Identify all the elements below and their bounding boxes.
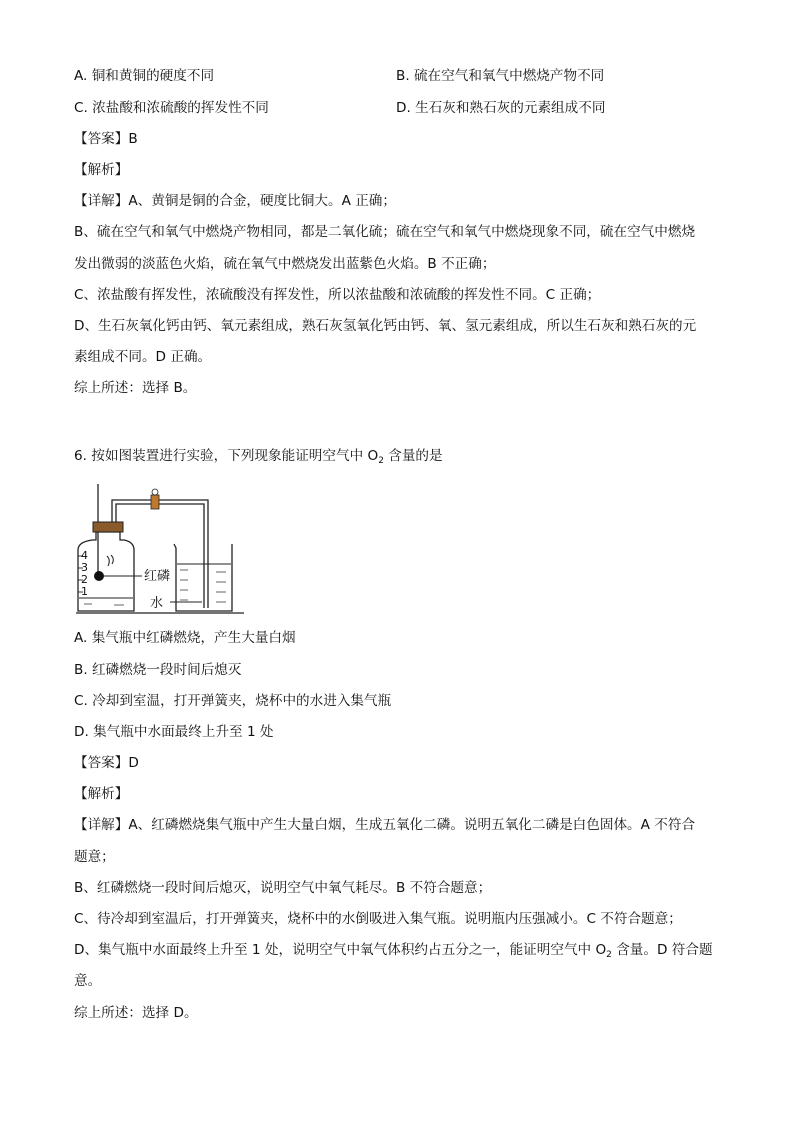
q6-stem-text: 6. 按如图装置进行实验，下列现象能证明空气中 O bbox=[74, 448, 379, 464]
q5-detail-line: 素组成不同。D 正确。 bbox=[74, 349, 212, 365]
q6-detail-line: 意。 bbox=[74, 973, 102, 989]
q6-detail-d-subscript: 2 bbox=[606, 950, 612, 960]
q6-stem-text-end: 含量的是 bbox=[383, 448, 443, 464]
q6-option-d: D. 集气瓶中水面最终上升至 1 处 bbox=[74, 724, 274, 740]
q6-stem bbox=[74, 446, 443, 466]
scale-label: 3 bbox=[81, 561, 88, 574]
q6-conclusion: 综上所述：选择 D。 bbox=[74, 1005, 198, 1021]
q5-answer: 【答案】B bbox=[74, 131, 138, 147]
q5-detail-line: C、浓盐酸有挥发性，浓硫酸没有挥发性，所以浓盐酸和浓硫酸的挥发性不同。C 正确； bbox=[74, 287, 601, 303]
red-phosphorus bbox=[94, 571, 104, 581]
stopper bbox=[93, 522, 123, 532]
connecting-tube-inner bbox=[116, 504, 204, 608]
q5-option-c: C. 浓盐酸和浓硫酸的挥发性不同 bbox=[74, 100, 269, 116]
q5-option-a: A. 铜和黄铜的硬度不同 bbox=[74, 68, 215, 84]
q6-detail-line: C、待冷却到室温后，打开弹簧夹，烧杯中的水倒吸进入集气瓶。说明瓶内压强减小。C 不符合题意； bbox=[74, 911, 682, 927]
q6-detail-line: 【详解】A、红磷燃烧集气瓶中产生大量白烟，生成五氧化二磷。说明五氧化二磷是白色固体。A 不符合 bbox=[74, 817, 696, 833]
q6-answer: 【答案】D bbox=[74, 755, 139, 771]
flame bbox=[107, 555, 113, 566]
scale-label: 1 bbox=[81, 585, 88, 598]
q6-analysis-label: 【解析】 bbox=[74, 786, 129, 802]
spring-clamp bbox=[151, 495, 159, 509]
q5-option-b: B. 硫在空气和氧气中燃烧产物不同 bbox=[396, 68, 605, 84]
scale-label: 2 bbox=[81, 573, 88, 586]
q6-detail-line-d bbox=[74, 940, 713, 960]
q6-option-c: C. 冷却到室温，打开弹簧夹，烧杯中的水进入集气瓶 bbox=[74, 693, 392, 709]
apparatus-figure bbox=[74, 480, 246, 616]
label-red-phosphorus: 红磷 bbox=[144, 569, 171, 584]
label-water: 水 bbox=[150, 596, 164, 611]
q6-option-a: A. 集气瓶中红磷燃烧，产生大量白烟 bbox=[74, 630, 296, 646]
q5-detail-line: 发出微弱的淡蓝色火焰，硫在氧气中燃烧发出蓝紫色火焰。B 不正确； bbox=[74, 256, 496, 272]
beaker bbox=[174, 544, 232, 611]
q6-detail-d-text-end: 含量。D 符合题 bbox=[611, 942, 713, 958]
q6-detail-line: B、红磷燃烧一段时间后熄灭，说明空气中氧气耗尽。B 不符合题意； bbox=[74, 880, 492, 896]
q6-detail-d-text: D、集气瓶中水面最终上升至 1 处，说明空气中氧气体积约占五分之一，能证明空气中 O bbox=[74, 942, 607, 958]
q5-detail-line: D、生石灰氧化钙由钙、氧元素组成，熟石灰氢氧化钙由钙、氧、氢元素组成，所以生石灰和熟石灰的元 bbox=[74, 318, 697, 334]
q5-option-d: D. 生石灰和熟石灰的元素组成不同 bbox=[396, 100, 606, 116]
q6-stem-subscript: 2 bbox=[378, 456, 384, 466]
q6-detail-line: 题意； bbox=[74, 849, 115, 865]
q5-conclusion: 综上所述：选择 B。 bbox=[74, 380, 197, 396]
q5-analysis-label: 【解析】 bbox=[74, 162, 129, 178]
connecting-tube bbox=[112, 500, 208, 608]
q5-detail-line: B、硫在空气和氧气中燃烧产物相同，都是二氧化硫；硫在空气和氧气中燃烧现象不同，硫在空气中燃烧 bbox=[74, 224, 696, 240]
scale-label: 4 bbox=[81, 549, 88, 562]
q5-detail-line: 【详解】A、黄铜是铜的合金，硬度比铜大。A 正确； bbox=[74, 193, 396, 209]
q6-option-b: B. 红磷燃烧一段时间后熄灭 bbox=[74, 662, 242, 678]
